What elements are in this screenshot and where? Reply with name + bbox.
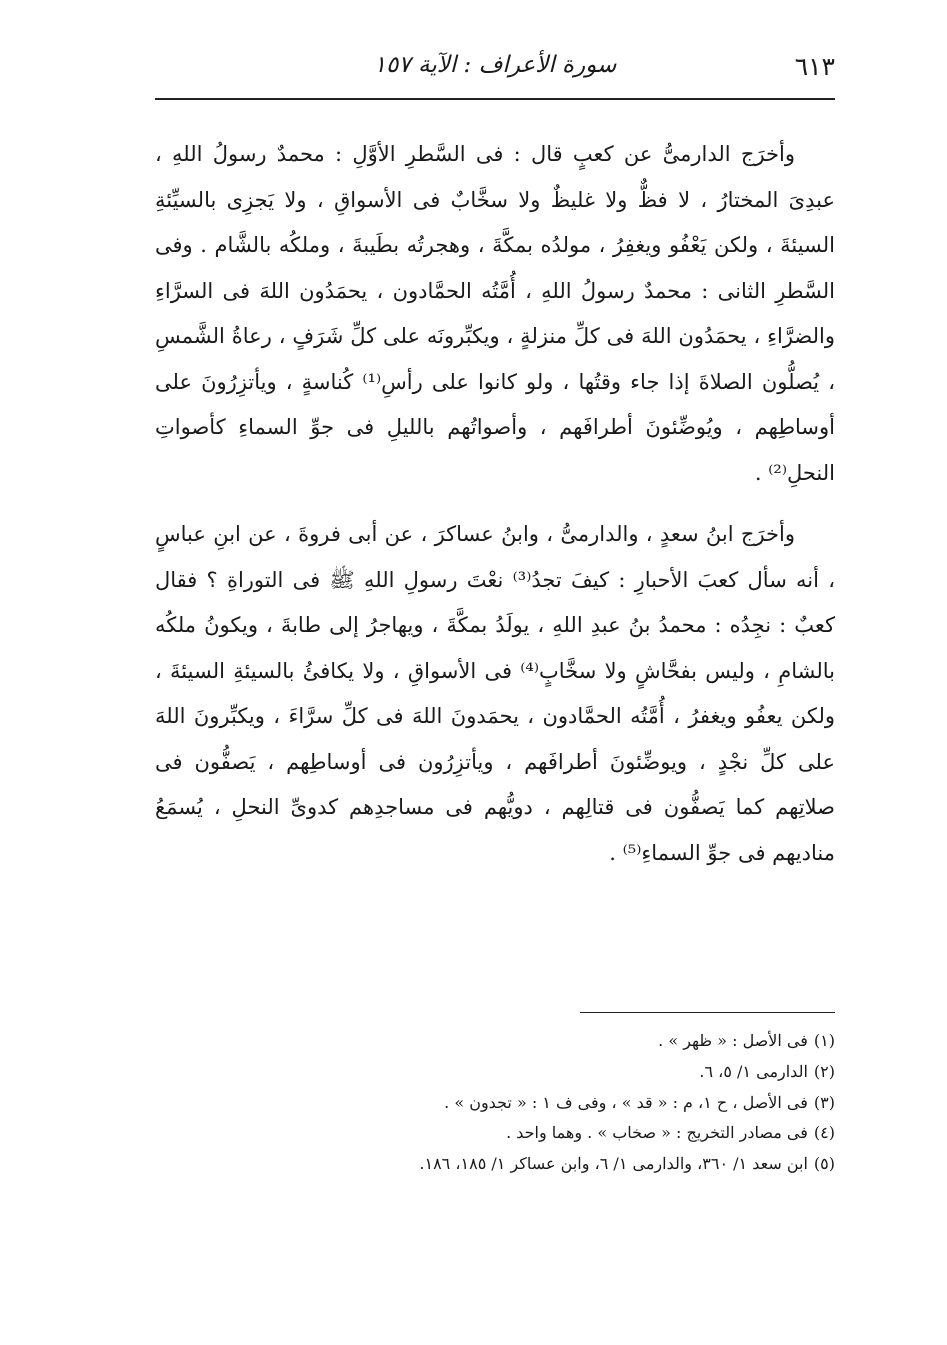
footnote-2: [155, 1057, 835, 1088]
footnote-divider: [580, 1012, 835, 1013]
footnote-3: [155, 1088, 835, 1119]
paragraph-1: وأخرَج الدارمىُّ عن كعبٍ قال : فى السَّطرِ الأوَّلِ : محمدٌ رسولُ اللهِ ، عبدِىَ المختارُ ، لا فظٌّ ولا غليظٌ ولا سخَّابٌ فى الأسواقِ ، ولا يَجزِى بالسيِّئةِ السيئةَ ، ولكن يَعْفُو ويغفِرُ ، مولدُه بمكَّةَ ، وهجرتُه بطَيبةَ ، وملكُه بالشَّام . وفى السَّطرِ الثانى : محمدٌ رسولُ اللهِ ، أُمَّتُه الحمَّادون ، يحمَدُون اللهَ فى السرَّاءِ والضرَّاءِ ، يحمَدُون اللهَ فى كلِّ منزلةٍ ، ويكبِّرونَه على كلِّ شَرَفٍ ، رعاةُ الشَّمسِ ، يُصلُّون الصلاةَ إذا جاء وقتُها ، ولو كانوا على رأسِ⁽¹⁾ كُناسةٍ ، ويأتزِرُونَ على أوساطِهم ، ويُوضِّئونَ أطرافَهم ، وأصواتُهم بالليلِ فى جوِّ السماءِ كأصواتِ النحلِ⁽²⁾ .: [155, 142, 835, 485]
page-number: ٦١٣: [794, 52, 835, 81]
header-divider: [155, 98, 835, 100]
footnote-number: (٣): [813, 1092, 835, 1112]
footnote-text: فى الأصل ، ح ١، م : « قد » ، وفى ف ١ : « تجدون » .: [444, 1092, 808, 1112]
footnote-number: (٤): [813, 1123, 835, 1143]
main-text: [155, 132, 835, 892]
footnote-text: ابن سعد ١/ ٣٦٠، والدارمى ١/ ٦، وابن عساكر ١/ ١٨٥، ١٨٦.: [419, 1154, 808, 1174]
footnote-text: الدارمى ١/ ٥، ٦.: [699, 1061, 808, 1081]
footnote-text: فى الأصل : « ظهر » .: [658, 1031, 808, 1050]
running-title: سورة الأعراف : الآية ١٥٧: [373, 52, 617, 78]
footnote-4: [155, 1118, 835, 1149]
page-header: [155, 52, 835, 92]
footnote-number: (٢): [813, 1061, 835, 1081]
footnotes: [155, 1026, 835, 1180]
footnote-1: [155, 1026, 835, 1057]
footnote-number: (٥): [813, 1154, 835, 1174]
footnote-number: (١): [813, 1031, 835, 1050]
footnote-text: فى مصادر التخريج : « صخاب » . وهما واحد .: [506, 1123, 808, 1143]
footnote-5: [155, 1149, 835, 1180]
paragraph-2: وأخرَج ابنُ سعدٍ ، والدارمىُّ ، وابنُ عساكرَ ، عن أبى فروةَ ، عن ابنِ عباسٍ ، أنه سأل كعبَ الأحبارِ : كيفَ تجدُ⁽³⁾ نعْتَ رسولِ اللهِ ﷺ فى التوراةِ ؟ فقال كعبٌ : نجِدُه : محمدُ بنُ عبدِ اللهِ ، يولَدُ بمكَّةَ ، ويهاجرُ إلى طابةَ ، ويكونُ ملكُه بالشامِ ، وليس بفحَّاشٍ ولا سخَّابٍ⁽⁴⁾ فى الأسواقِ ، ولا يكافئُ بالسيئةِ السيئةَ ، ولكن يعفُو ويغفرُ ، أُمَّتُه الحمَّادون ، يحمَدونَ اللهَ فى كلِّ سرَّاءَ ، ويكبِّرونَ اللهَ على كلِّ نجْدٍ ، ويوضِّئونَ أطرافَهم ، ويأتزِرُون فى أوساطِهم ، يَصفُّون فى صلاتِهم كما يَصفُّون فى قتالِهم ، دويُّهم فى مساجدِهم كدوىِّ النحلِ ، يُسمَعُ مناديهم فى جوِّ السماءِ⁽⁵⁾ .: [155, 522, 836, 865]
